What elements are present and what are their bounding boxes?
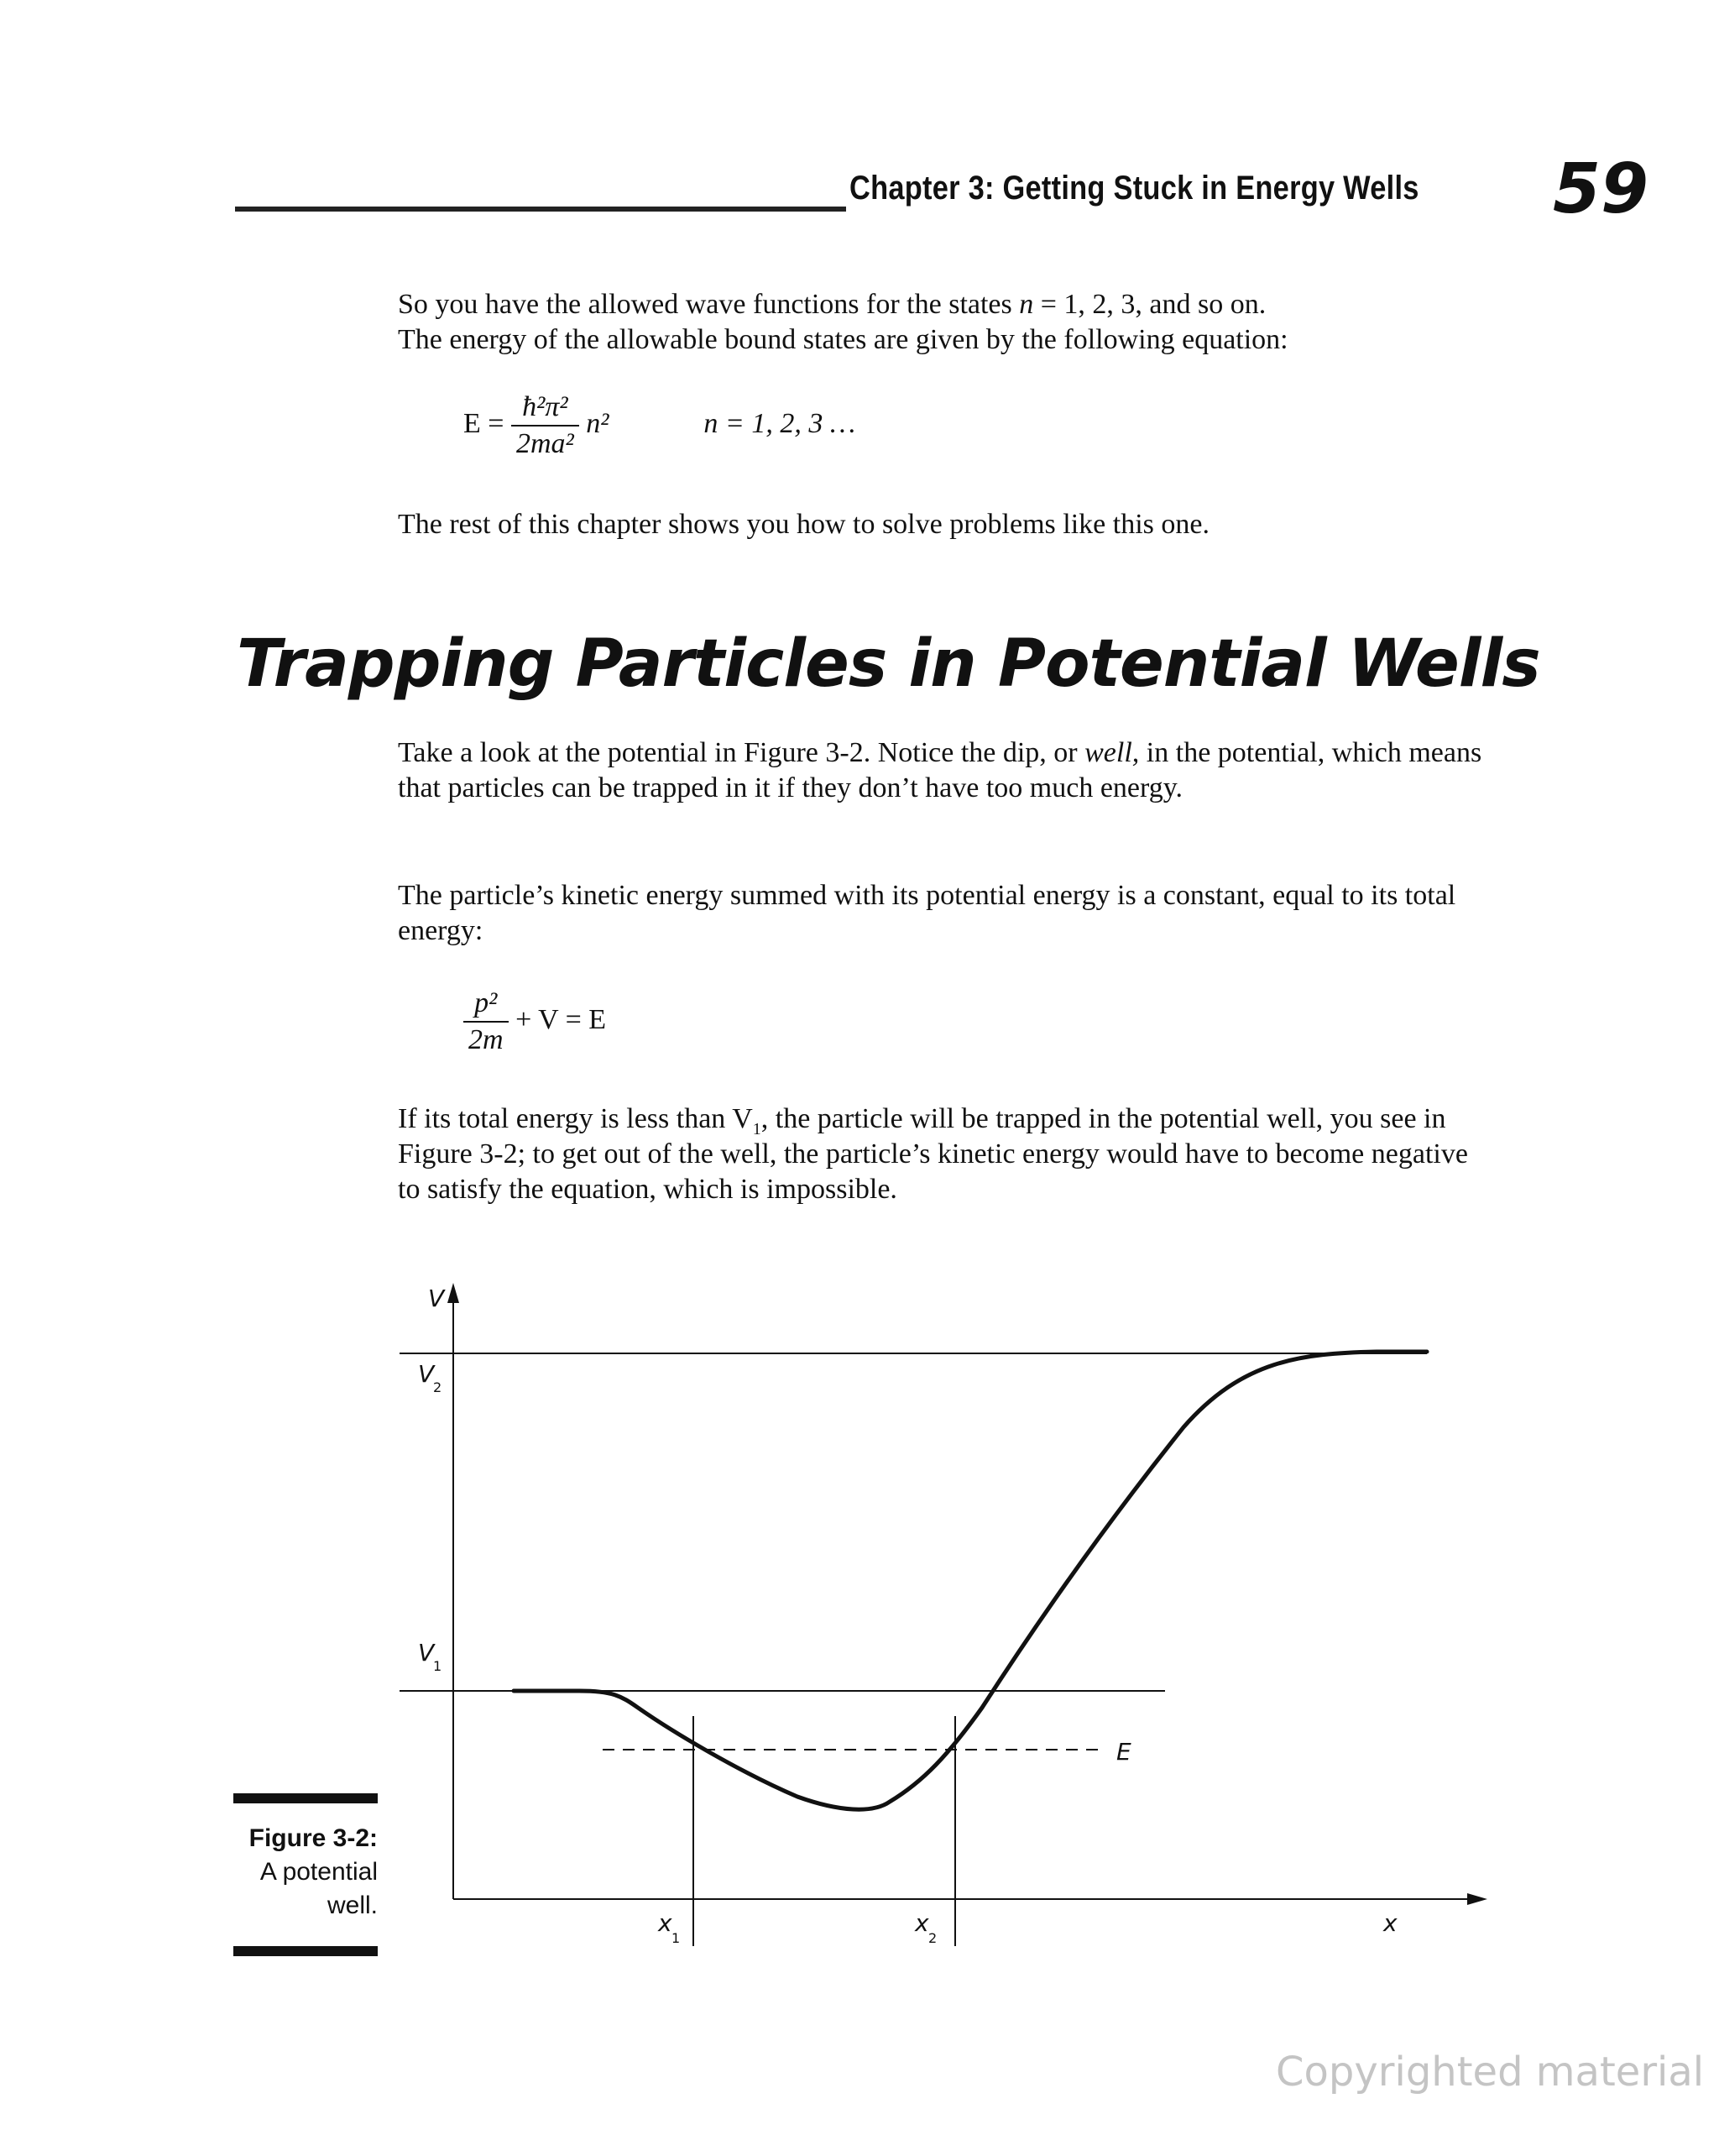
v-axis-label: V bbox=[428, 1285, 445, 1312]
section-paragraph-3-a: If its total energy is less than V bbox=[398, 1103, 753, 1134]
x-axis-arrow bbox=[1467, 1893, 1487, 1905]
page-number: 59 bbox=[1553, 149, 1649, 229]
v2-label: V bbox=[418, 1360, 435, 1388]
equation-1-numerator: ħ²π² bbox=[511, 391, 579, 426]
intro-var-n: n bbox=[1019, 289, 1034, 320]
v1-label: V bbox=[418, 1639, 435, 1667]
equation-2-rhs: + V = E bbox=[515, 1003, 607, 1035]
running-header-title: Chapter 3: Getting Stuck in Energy Wells bbox=[849, 170, 1419, 207]
x2-label-sub: 2 bbox=[928, 1930, 938, 1946]
equation-1-condition: n = 1, 2, 3 … bbox=[703, 407, 856, 439]
caption-top-bar bbox=[233, 1793, 378, 1803]
v2-label-sub: 2 bbox=[433, 1379, 442, 1395]
intro-line-1-end: = 1, 2, 3, and so on. bbox=[1033, 289, 1267, 320]
equation-2-denominator: 2m bbox=[468, 1024, 504, 1055]
section-paragraph-3-b: , the particle will be trapped in the potential well, you see in Figure 3-2; to get out of the well, the particle’s kinetic energy would have to become negative to satisfy the equation, which is impossible. bbox=[398, 1103, 1468, 1205]
equation-1-factor: n² bbox=[586, 407, 609, 439]
caption-bottom-bar bbox=[233, 1946, 378, 1956]
copyright-watermark: Copyrighted material bbox=[1276, 2049, 1705, 2096]
x-axis-label: x bbox=[1383, 1909, 1398, 1937]
section-paragraph-1-a: Take a look at the potential in Figure 3-2. Notice the dip, or bbox=[398, 737, 1085, 768]
intro-line-1: So you have the allowed wave functions for the states bbox=[398, 289, 1020, 320]
x1-label-sub: 1 bbox=[671, 1930, 681, 1946]
section-title: Trapping Particles in Potential Wells bbox=[237, 626, 1540, 702]
section-paragraph-3-sub: 1 bbox=[752, 1120, 761, 1138]
section-paragraph-2-text: The particle’s kinetic energy summed with its potential energy is a constant, equal to its total energy: bbox=[398, 880, 1456, 946]
x1-label: x bbox=[658, 1909, 672, 1937]
energy-label: E bbox=[1116, 1738, 1131, 1766]
intro-paragraph-2-text: The rest of this chapter shows you how to solve problems like this one. bbox=[398, 509, 1210, 540]
equation-2-numerator: p² bbox=[463, 987, 509, 1023]
x2-label: x bbox=[915, 1909, 929, 1937]
figure-caption bbox=[233, 1822, 378, 1923]
equation-1-lhs: E = bbox=[463, 407, 504, 439]
v1-label-sub: 1 bbox=[433, 1658, 442, 1674]
figure-caption-text: A potential well. bbox=[259, 1858, 378, 1919]
intro-line-2: The energy of the allowable bound states are given by the following equation: bbox=[398, 324, 1288, 355]
figure-caption-label: Figure 3-2: bbox=[248, 1824, 378, 1852]
section-paragraph-1-em: well, bbox=[1084, 737, 1140, 768]
potential-curve bbox=[514, 1352, 1427, 1809]
v-axis-arrow bbox=[447, 1283, 459, 1303]
section-paragraph-1-b: in the potential, which means that particles can be trapped in it if they don’t have too much energy. bbox=[398, 737, 1482, 803]
equation-1-denominator: 2ma² bbox=[515, 428, 574, 459]
